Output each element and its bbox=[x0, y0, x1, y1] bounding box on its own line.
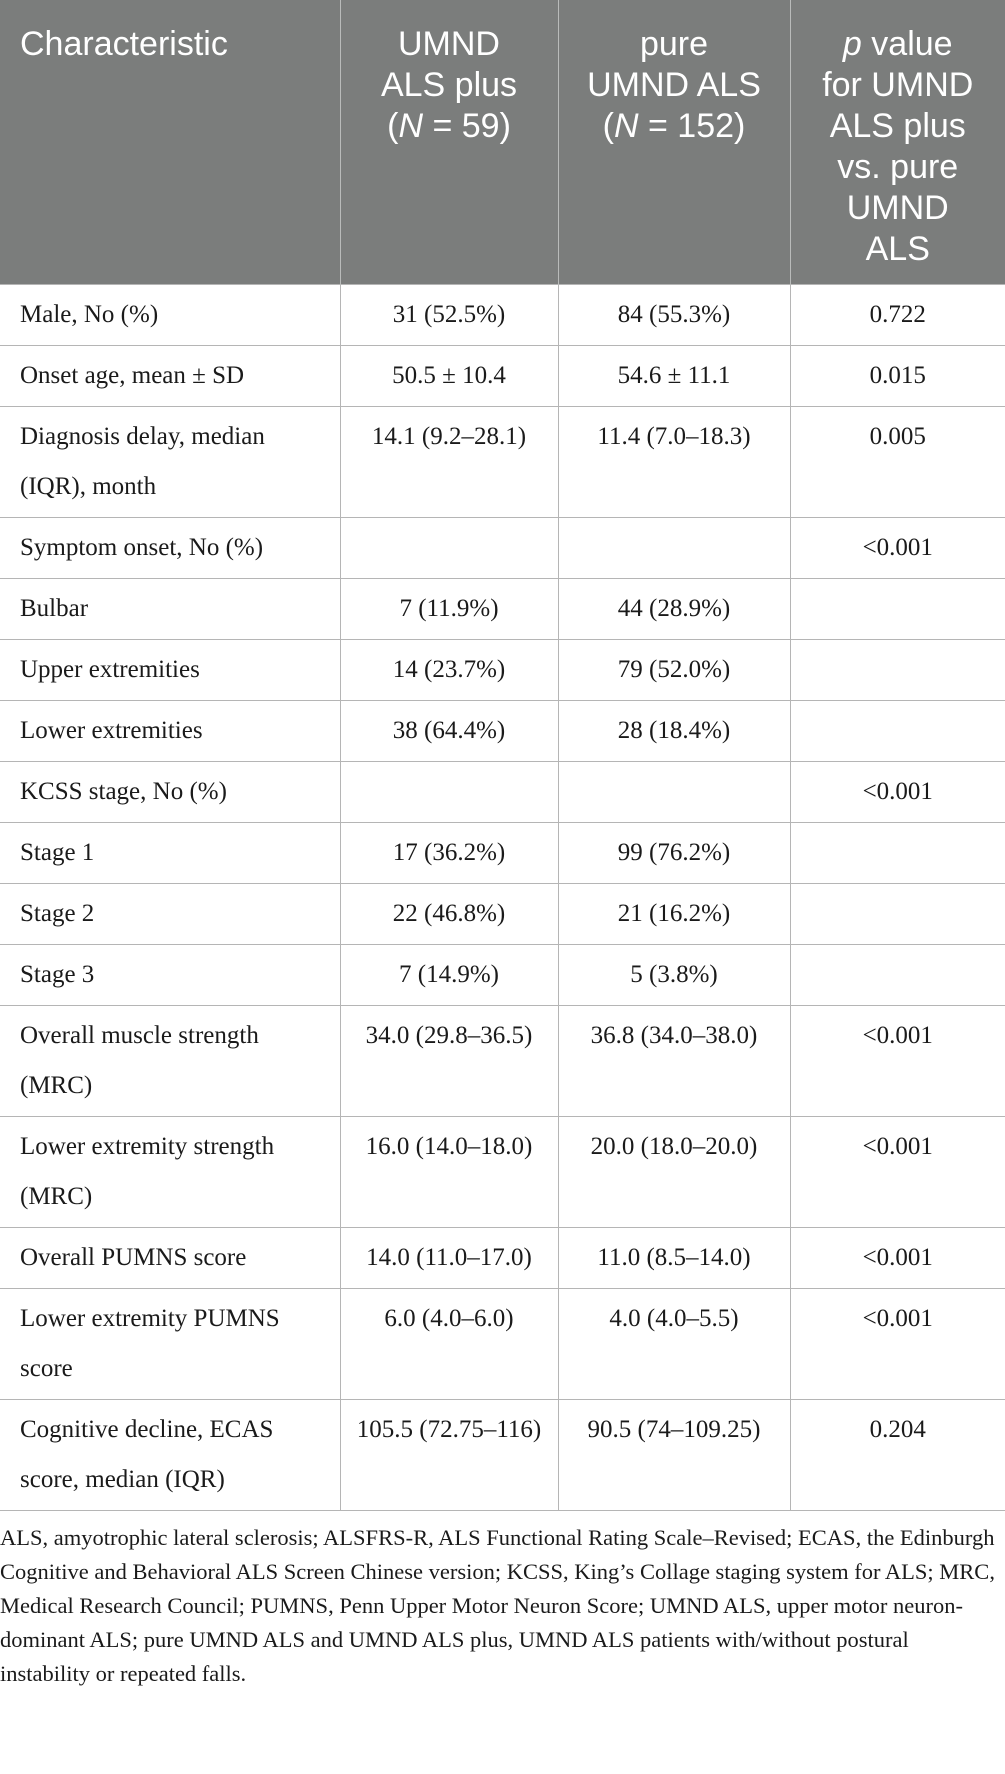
table-row bbox=[0, 407, 1005, 518]
row-label-cell: Stage 2 bbox=[0, 884, 340, 945]
table-row bbox=[0, 285, 1005, 346]
umnd-als-plus-cell: 22 (46.8%) bbox=[340, 884, 558, 945]
row-label-cell: Lower extremity PUMNS score bbox=[0, 1289, 340, 1400]
table-row bbox=[0, 1006, 1005, 1117]
table-row bbox=[0, 1400, 1005, 1511]
row-label-cell: Cognitive decline, ECAS score, median (IQR) bbox=[0, 1400, 340, 1511]
header-line: UMND bbox=[846, 189, 949, 227]
p-value-cell bbox=[790, 884, 1005, 945]
header-line: UMND ALS bbox=[587, 66, 761, 104]
table-body bbox=[0, 285, 1005, 1511]
row-label-cell: Upper extremities bbox=[0, 640, 340, 701]
pure-umnd-als-cell: 20.0 (18.0–20.0) bbox=[558, 1117, 790, 1228]
pure-umnd-als-cell: 4.0 (4.0–5.5) bbox=[558, 1289, 790, 1400]
pure-umnd-als-cell: 99 (76.2%) bbox=[558, 823, 790, 884]
header-p-value bbox=[790, 0, 1005, 285]
header-line: for UMND bbox=[822, 66, 974, 104]
p-value-cell: 0.015 bbox=[790, 346, 1005, 407]
umnd-als-plus-cell: 31 (52.5%) bbox=[340, 285, 558, 346]
table-footnote: ALS, amyotrophic lateral sclerosis; ALSFRS-R, ALS Functional Rating Scale–Revised; ECAS, the Edinburgh Cognitive and Behavioral ALS Screen Chinese version; KCSS, King’s Collage staging system for ALS; MRC, Medical Research Council; PUMNS, Penn Upper Motor Neuron Score; UMND ALS, upper motor neuron-dominant ALS; pure UMND ALS and UMND ALS plus, UMND ALS patients with/without postural instability or repeated falls. bbox=[0, 1525, 995, 1686]
pure-umnd-als-cell: 11.4 (7.0–18.3) bbox=[558, 407, 790, 518]
pure-umnd-als-cell: 21 (16.2%) bbox=[558, 884, 790, 945]
umnd-als-plus-cell: 16.0 (14.0–18.0) bbox=[340, 1117, 558, 1228]
row-label-cell: Stage 3 bbox=[0, 945, 340, 1006]
row-label-cell: KCSS stage, No (%) bbox=[0, 762, 340, 823]
table-row bbox=[0, 762, 1005, 823]
pure-umnd-als-cell bbox=[558, 518, 790, 579]
header-line: ALS bbox=[865, 230, 930, 268]
row-label-cell: Symptom onset, No (%) bbox=[0, 518, 340, 579]
table-row bbox=[0, 346, 1005, 407]
umnd-als-plus-cell: 7 (11.9%) bbox=[340, 579, 558, 640]
row-label-cell: Stage 1 bbox=[0, 823, 340, 884]
row-label-cell: Overall muscle strength (MRC) bbox=[0, 1006, 340, 1117]
pure-umnd-als-cell: 79 (52.0%) bbox=[558, 640, 790, 701]
pure-umnd-als-cell: 44 (28.9%) bbox=[558, 579, 790, 640]
p-value-cell bbox=[790, 701, 1005, 762]
table-row bbox=[0, 579, 1005, 640]
header-line: UMND bbox=[398, 25, 500, 63]
row-label-cell: Overall PUMNS score bbox=[0, 1228, 340, 1289]
umnd-als-plus-cell: 14.0 (11.0–17.0) bbox=[340, 1228, 558, 1289]
pure-umnd-als-cell: 84 (55.3%) bbox=[558, 285, 790, 346]
p-value-cell: <0.001 bbox=[790, 1117, 1005, 1228]
row-label-cell: Lower extremity strength (MRC) bbox=[0, 1117, 340, 1228]
pure-umnd-als-cell bbox=[558, 762, 790, 823]
header-line: (N = 152) bbox=[602, 107, 746, 145]
p-value-cell: <0.001 bbox=[790, 1289, 1005, 1400]
row-label-cell: Bulbar bbox=[0, 579, 340, 640]
pure-umnd-als-cell: 36.8 (34.0–38.0) bbox=[558, 1006, 790, 1117]
p-value-cell: <0.001 bbox=[790, 1228, 1005, 1289]
table-row bbox=[0, 945, 1005, 1006]
table-header bbox=[0, 0, 1005, 285]
header-pure-umnd-als bbox=[558, 0, 790, 285]
table-row bbox=[0, 884, 1005, 945]
pure-umnd-als-cell: 11.0 (8.5–14.0) bbox=[558, 1228, 790, 1289]
table-row bbox=[0, 1289, 1005, 1400]
pure-umnd-als-cell: 90.5 (74–109.25) bbox=[558, 1400, 790, 1511]
header-line: vs. pure bbox=[837, 148, 959, 186]
p-value-cell bbox=[790, 823, 1005, 884]
pure-umnd-als-cell: 54.6 ± 11.1 bbox=[558, 346, 790, 407]
header-line: ALS plus bbox=[829, 107, 966, 145]
umnd-als-plus-cell: 6.0 (4.0–6.0) bbox=[340, 1289, 558, 1400]
p-value-cell: <0.001 bbox=[790, 1006, 1005, 1117]
row-label-cell: Lower extremities bbox=[0, 701, 340, 762]
table-row bbox=[0, 823, 1005, 884]
table-row bbox=[0, 518, 1005, 579]
table-row bbox=[0, 1228, 1005, 1289]
umnd-als-plus-cell: 50.5 ± 10.4 bbox=[340, 346, 558, 407]
table-row bbox=[0, 701, 1005, 762]
umnd-als-plus-cell bbox=[340, 762, 558, 823]
header-umnd-als-plus bbox=[340, 0, 558, 285]
umnd-als-plus-cell: 38 (64.4%) bbox=[340, 701, 558, 762]
header-line: ALS plus bbox=[380, 66, 518, 104]
umnd-als-plus-cell: 7 (14.9%) bbox=[340, 945, 558, 1006]
p-value-cell bbox=[790, 945, 1005, 1006]
pure-umnd-als-cell: 5 (3.8%) bbox=[558, 945, 790, 1006]
table-row bbox=[0, 640, 1005, 701]
table-row bbox=[0, 1117, 1005, 1228]
row-label-cell: Male, No (%) bbox=[0, 285, 340, 346]
header-line: pure bbox=[639, 25, 709, 63]
umnd-als-plus-cell bbox=[340, 518, 558, 579]
header-characteristic-text: Characteristic bbox=[20, 25, 228, 63]
header-characteristic bbox=[0, 0, 340, 285]
row-label-cell: Onset age, mean ± SD bbox=[0, 346, 340, 407]
p-value-cell: <0.001 bbox=[790, 518, 1005, 579]
header-line: (N = 59) bbox=[387, 107, 511, 145]
p-value-cell: <0.001 bbox=[790, 762, 1005, 823]
umnd-als-plus-cell: 14 (23.7%) bbox=[340, 640, 558, 701]
umnd-als-plus-cell: 105.5 (72.75–116) bbox=[340, 1400, 558, 1511]
p-value-cell: 0.005 bbox=[790, 407, 1005, 518]
umnd-als-plus-cell: 14.1 (9.2–28.1) bbox=[340, 407, 558, 518]
umnd-als-plus-cell: 34.0 (29.8–36.5) bbox=[340, 1006, 558, 1117]
p-value-cell bbox=[790, 640, 1005, 701]
pure-umnd-als-cell: 28 (18.4%) bbox=[558, 701, 790, 762]
umnd-als-plus-cell: 17 (36.2%) bbox=[340, 823, 558, 884]
row-label-cell: Diagnosis delay, median (IQR), month bbox=[0, 407, 340, 518]
header-line: p value bbox=[842, 25, 953, 63]
p-value-cell: 0.204 bbox=[790, 1400, 1005, 1511]
p-value-cell: 0.722 bbox=[790, 285, 1005, 346]
p-value-cell bbox=[790, 579, 1005, 640]
